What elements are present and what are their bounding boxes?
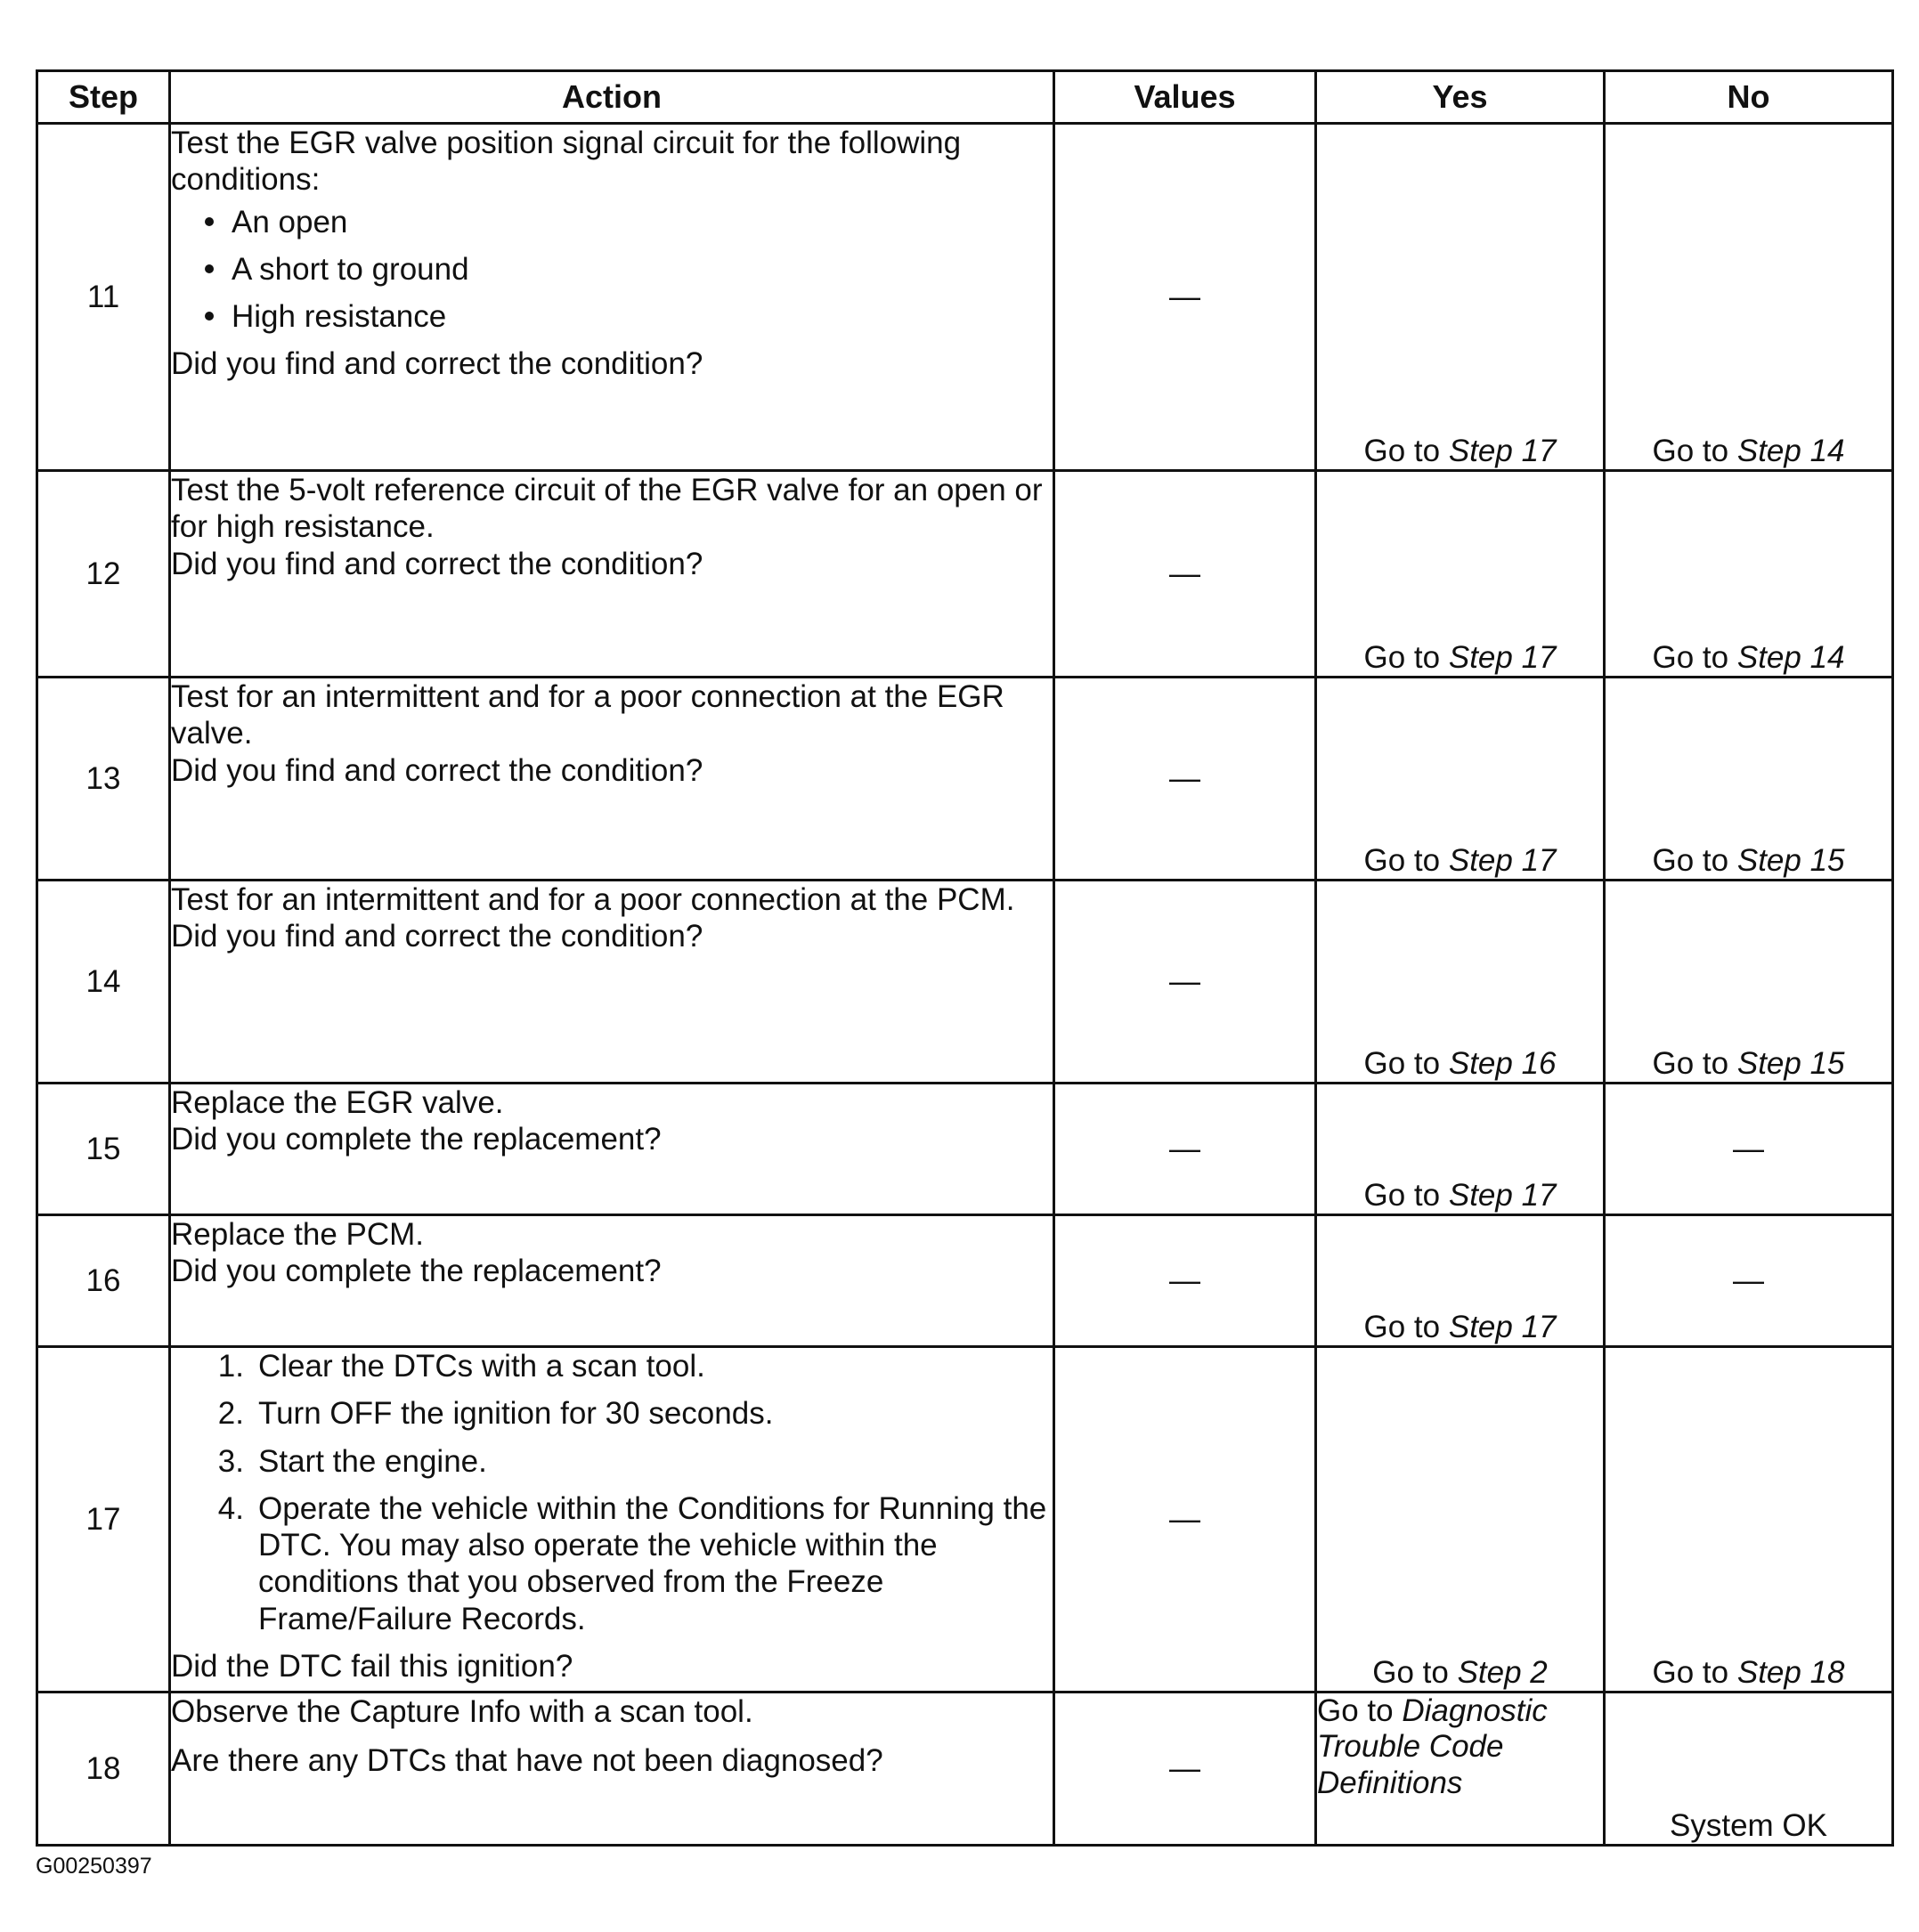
yes-step-link: Step 17 — [1448, 1177, 1557, 1213]
yes-cell — [1316, 471, 1605, 678]
yes-cell — [1316, 124, 1605, 471]
go-to-text: Go to — [1363, 433, 1441, 468]
no-cell — [1605, 881, 1893, 1084]
yes-cell — [1316, 881, 1605, 1084]
action-text: Test for an intermittent and for a poor connection at the PCM. — [171, 882, 1015, 917]
dash: — — [1169, 1501, 1200, 1537]
dash: — — [1733, 1262, 1764, 1298]
go-to-text: Go to — [1363, 1177, 1441, 1213]
action-question: Did you complete the replacement? — [171, 1122, 662, 1157]
header-action: Action — [170, 71, 1054, 124]
table-row-step-11 — [37, 124, 1893, 471]
no-step-link: Step 14 — [1736, 639, 1845, 675]
dash: — — [1169, 1131, 1200, 1166]
values-cell — [1054, 881, 1316, 1084]
header-step: Step — [37, 71, 170, 124]
step-number: 13 — [37, 678, 170, 881]
yes-step-link: Step 16 — [1448, 1045, 1557, 1081]
list-item — [171, 1395, 1053, 1432]
dash: — — [1169, 556, 1200, 591]
table-row-step-18 — [37, 1693, 1893, 1846]
yes-cell — [1316, 1084, 1605, 1215]
action-cell — [170, 678, 1054, 881]
no-cell — [1605, 471, 1893, 678]
action-text: Test for an intermittent and for a poor connection at the EGR valve. — [171, 679, 1004, 751]
values-cell — [1054, 124, 1316, 471]
table-row-step-17 — [37, 1347, 1893, 1693]
action-text: Test the EGR valve position signal circuit for the following conditions: — [171, 126, 962, 198]
action-question: Did the DTC fail this ignition? — [171, 1649, 573, 1684]
no-cell — [1605, 678, 1893, 881]
values-cell — [1054, 1215, 1316, 1347]
yes-link-line-1: Diagnostic — [1402, 1693, 1548, 1728]
go-to-text: Go to — [1652, 433, 1729, 468]
action-question: Did you find and correct the condition? — [171, 346, 703, 382]
dash: — — [1169, 963, 1200, 999]
action-question: Did you complete the replacement? — [171, 1254, 662, 1289]
table-row-step-12 — [37, 471, 1893, 678]
action-cell — [170, 1347, 1054, 1693]
action-text: Replace the EGR valve. — [171, 1085, 504, 1120]
table-row-step-14 — [37, 881, 1893, 1084]
item-text: Start the engine. — [258, 1443, 487, 1479]
step-number: 11 — [37, 124, 170, 471]
action-question: Did you find and correct the condition? — [171, 752, 703, 788]
values-cell — [1054, 471, 1316, 678]
table-row-step-15 — [37, 1084, 1893, 1215]
procedure-list — [171, 1348, 1053, 1648]
yes-cell — [1316, 1215, 1605, 1347]
action-cell — [170, 881, 1054, 1084]
no-step-link: Step 14 — [1736, 433, 1845, 468]
item-text: Turn OFF the ignition for 30 seconds. — [258, 1396, 774, 1432]
no-step-link: Step 18 — [1736, 1654, 1845, 1690]
no-cell — [1605, 1084, 1893, 1215]
values-cell — [1054, 1347, 1316, 1693]
list-item — [171, 1490, 1053, 1637]
list-item — [171, 1348, 1053, 1384]
go-to-text: Go to — [1317, 1693, 1394, 1728]
dash: — — [1169, 760, 1200, 796]
no-cell — [1605, 1693, 1893, 1846]
list-item: A short to ground — [232, 251, 1053, 288]
no-step-link: Step 15 — [1736, 1045, 1845, 1081]
no-cell — [1605, 1215, 1893, 1347]
item-number: 2. — [217, 1396, 244, 1432]
action-cell — [170, 471, 1054, 678]
list-item: An open — [232, 204, 1053, 240]
yes-link-line-2: Trouble Code — [1317, 1729, 1504, 1765]
go-to-text: Go to — [1652, 639, 1729, 675]
go-to-text: Go to — [1363, 1309, 1441, 1344]
yes-step-link: Step 17 — [1448, 1309, 1557, 1344]
yes-step-link: Step 17 — [1448, 842, 1557, 878]
action-text: Test the 5-volt reference circuit of the EGR valve for an open or for high resistance. — [171, 473, 1043, 545]
step-number: 16 — [37, 1215, 170, 1347]
list-item — [171, 1443, 1053, 1480]
item-text: Clear the DTCs with a scan tool. — [258, 1349, 705, 1384]
action-cell — [170, 1215, 1054, 1347]
go-to-text: Go to — [1363, 842, 1441, 878]
dash: — — [1169, 1750, 1200, 1786]
system-ok-text: System OK — [1670, 1807, 1827, 1843]
action-question: Are there any DTCs that have not been diagnosed? — [171, 1743, 883, 1779]
yes-step-link: Step 2 — [1457, 1654, 1548, 1690]
step-number: 17 — [37, 1347, 170, 1693]
header-no: No — [1605, 71, 1893, 124]
yes-cell — [1316, 1347, 1605, 1693]
values-cell — [1054, 1084, 1316, 1215]
yes-cell — [1316, 678, 1605, 881]
action-question: Did you find and correct the condition? — [171, 919, 703, 954]
step-number: 15 — [37, 1084, 170, 1215]
go-to-text: Go to — [1363, 639, 1441, 675]
header-yes: Yes — [1316, 71, 1605, 124]
diagnostic-table — [36, 69, 1894, 1847]
list-item: High resistance — [232, 298, 1053, 335]
step-number: 12 — [37, 471, 170, 678]
go-to-text: Go to — [1652, 1654, 1729, 1690]
no-step-link: Step 15 — [1736, 842, 1845, 878]
action-text: Observe the Capture Info with a scan tool. — [171, 1694, 753, 1729]
item-number: 3. — [217, 1443, 244, 1479]
table-row-step-16 — [37, 1215, 1893, 1347]
go-to-text: Go to — [1652, 842, 1729, 878]
yes-cell — [1316, 1693, 1605, 1846]
step-number: 14 — [37, 881, 170, 1084]
no-cell — [1605, 124, 1893, 471]
item-number: 1. — [217, 1349, 244, 1384]
no-cell — [1605, 1347, 1893, 1693]
item-number: 4. — [217, 1490, 244, 1526]
item-text: Operate the vehicle within the Conditions for Running the DTC. You may also operate the vehicle within the conditions that you observed from the Freeze Frame/Failure Records. — [258, 1490, 1047, 1636]
values-cell — [1054, 1693, 1316, 1846]
header-row — [37, 71, 1893, 124]
action-cell — [170, 1084, 1054, 1215]
dash: — — [1169, 279, 1200, 314]
yes-step-link: Step 17 — [1448, 639, 1557, 675]
action-cell — [170, 1693, 1054, 1846]
values-cell — [1054, 678, 1316, 881]
yes-step-link: Step 17 — [1448, 433, 1557, 468]
go-to-text: Go to — [1652, 1045, 1729, 1081]
dash: — — [1733, 1131, 1764, 1166]
table-row-step-13 — [37, 678, 1893, 881]
dash: — — [1169, 1262, 1200, 1298]
go-to-text: Go to — [1363, 1045, 1441, 1081]
action-cell — [170, 124, 1054, 471]
condition-list — [171, 204, 1053, 336]
action-text: Replace the PCM. — [171, 1217, 425, 1252]
action-question: Did you find and correct the condition? — [171, 546, 703, 581]
header-values: Values — [1054, 71, 1316, 124]
figure-code: G00250397 — [36, 1854, 152, 1879]
yes-link-line-3: Definitions — [1317, 1765, 1463, 1800]
step-number: 18 — [37, 1693, 170, 1846]
go-to-text: Go to — [1372, 1654, 1449, 1690]
